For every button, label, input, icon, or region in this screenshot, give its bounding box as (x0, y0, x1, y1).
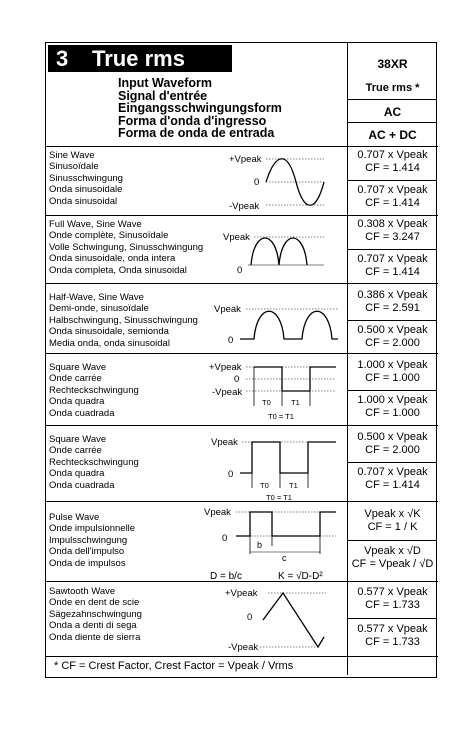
wave-label: 0 (228, 335, 234, 346)
waveform-line (240, 311, 338, 339)
input-waveform-labels (118, 77, 282, 140)
name-de: Rechteckschwingung (49, 456, 139, 468)
name-es: Onda cuadrada (49, 407, 115, 419)
wave-label: -Vpeak (228, 642, 259, 653)
name-it: Onda quadra (49, 396, 105, 408)
name-it: Onda quadra (49, 468, 105, 480)
input-label: Signal d'entrée (118, 88, 208, 103)
ac-reading: 0.707 x Vpeak CF = 1.414 (357, 149, 428, 174)
name-fr: Onde en dent de scie (49, 597, 140, 609)
wave-label: Vpeak (223, 232, 250, 243)
ac-reading: Vpeak x √K CF = 1 / K (364, 508, 421, 533)
acdc-reading: 0.707 x Vpeak CF = 1.414 (357, 466, 428, 491)
name-fr: Onde carrée (49, 445, 102, 457)
table-row (46, 354, 438, 426)
waveform-names (49, 362, 139, 419)
model-label: 38XR (377, 57, 408, 71)
name-de: Sägezahnschwingung (49, 608, 142, 620)
waveform-diagram (196, 147, 346, 215)
name-de: Volle Schwingung, Sinusschwingung (49, 241, 204, 253)
input-label: Eingangsschwingungsform (118, 101, 282, 116)
full-wave-graphic (196, 216, 346, 284)
ac-reading: 0.308 x Vpeak CF = 3.247 (357, 218, 428, 243)
sine-wave-graphic (196, 147, 346, 215)
wave-label: T0 = T1 (266, 493, 292, 502)
name-en: Pulse Wave (49, 512, 100, 523)
name-en: Square Wave (49, 362, 107, 373)
name-de: Halbschwingung, Sinusschwingung (49, 314, 198, 326)
waveform-line (236, 512, 336, 536)
name-it: Onda sinusoidale, semionda (49, 326, 169, 338)
name-de: Impulsschwingung (49, 534, 128, 546)
table-row (46, 284, 438, 354)
name-fr: Onde carrée (49, 373, 102, 385)
half-wave-graphic (196, 284, 346, 354)
wave-label: T1 (291, 398, 300, 407)
waveform-line (251, 238, 307, 265)
wave-label: T0 (260, 481, 269, 490)
ac-reading: 0.500 x Vpeak CF = 2.000 (357, 431, 428, 456)
name-es: Onda sinusoidal (49, 195, 118, 207)
table-header (46, 43, 438, 147)
wave-label: Vpeak (211, 437, 238, 448)
pulse-wave-graphic (196, 502, 346, 582)
name-fr: Onde complète, Sinusoïdale (49, 230, 169, 242)
name-es: Onda cuadrada (49, 479, 115, 491)
waveform-names (49, 150, 123, 207)
ac-reading: 0.386 x Vpeak CF = 2.591 (357, 289, 428, 314)
acdc-reading: Vpeak x √D CF = Vpeak / √D (351, 545, 434, 570)
name-it: Onda dell'impulso (49, 546, 125, 558)
name-de: Sinusschwingung (49, 172, 123, 184)
table-row (46, 426, 438, 502)
name-fr: Onde impulsionnelle (49, 523, 136, 535)
footnote: * CF = Crest Factor, Crest Factor = Vpeak / Vrms (54, 660, 294, 672)
wave-label: T0 (262, 398, 271, 407)
acdc-reading: 0.707 x Vpeak CF = 1.414 (357, 184, 428, 209)
name-es: Onda diente de sierra (49, 631, 141, 643)
waveform-names (49, 434, 139, 491)
acdc-reading: 0.577 x Vpeak CF = 1.733 (357, 623, 428, 648)
section-title: True rms (92, 46, 185, 71)
name-it: Onda a denti di sega (49, 620, 137, 632)
section-number: 3 (56, 46, 69, 71)
waveform-diagram (196, 502, 346, 582)
wave-label: T0 = T1 (268, 412, 294, 421)
table-row (46, 582, 438, 657)
name-en: Sine Wave (49, 150, 95, 161)
wave-label: +Vpeak (229, 154, 262, 165)
name-fr: Sinusoïdale (49, 161, 99, 173)
name-en: Full Wave, Sine Wave (49, 219, 142, 230)
wave-label: 0 (222, 533, 228, 544)
true-rms-table (45, 42, 437, 678)
divider (348, 99, 437, 100)
input-label: Forma de onda de entrada (118, 126, 275, 141)
waveform-diagram (196, 582, 346, 657)
waveform-names (49, 292, 198, 349)
wave-label: T1 (289, 481, 298, 490)
waveform-line (240, 442, 336, 473)
wave-label: Vpeak (204, 507, 231, 518)
unipolar-square-graphic (196, 426, 346, 502)
wave-label: +Vpeak (209, 362, 242, 373)
wave-label: c (282, 553, 287, 563)
waveform-diagram (196, 354, 346, 426)
wave-label: 0 (237, 265, 243, 276)
waveform-names (49, 586, 142, 643)
wave-label: Vpeak (214, 304, 241, 315)
acdc-column-label: AC + DC (368, 128, 417, 142)
wave-label: b (257, 540, 263, 550)
waveform-diagram (196, 216, 346, 284)
name-en: Square Wave (49, 434, 107, 445)
wave-label: 0 (228, 469, 234, 480)
formula: D = b/c (210, 571, 242, 582)
ac-column-label: AC (383, 105, 402, 119)
wave-label: -Vpeak (212, 387, 243, 398)
section-title-block (48, 45, 232, 72)
waveform-diagram (196, 284, 346, 354)
mode-label: True rms * (365, 82, 420, 94)
name-de: Rechteckschwingung (49, 384, 139, 396)
name-it: Onda sinusoidale (49, 184, 123, 196)
name-es: Onda de impulsos (49, 557, 126, 569)
waveform-names (49, 512, 135, 569)
ac-reading: 0.577 x Vpeak CF = 1.733 (357, 586, 428, 611)
divider (348, 122, 437, 123)
wave-label: -Vpeak (229, 201, 260, 212)
name-es: Onda completa, Onda sinusoidal (49, 264, 187, 276)
name-es: Media onda, onda sinusoidal (49, 337, 170, 349)
waveform-names (49, 219, 203, 276)
name-fr: Demi-onde, sinusoïdale (49, 303, 149, 315)
table-row (46, 216, 438, 284)
name-en: Sawtooth Wave (49, 586, 116, 597)
table-row (46, 147, 438, 216)
wave-label: +Vpeak (225, 588, 258, 599)
name-it: Onda sinusoidale, onda intera (49, 253, 176, 265)
input-label: Input Waveform (118, 76, 212, 90)
name-en: Half-Wave, Sine Wave (49, 292, 144, 303)
wave-label: 0 (247, 612, 253, 623)
sawtooth-wave-graphic (196, 582, 346, 657)
square-wave-graphic (196, 354, 346, 426)
acdc-reading: 0.500 x Vpeak CF = 2.000 (357, 324, 428, 349)
formula: K = √D-D² (278, 571, 323, 582)
waveform-diagram (196, 426, 346, 502)
ac-reading: 1.000 x Vpeak CF = 1.000 (357, 359, 428, 384)
input-label: Forma d'onda d'ingresso (118, 113, 267, 128)
acdc-reading: 1.000 x Vpeak CF = 1.000 (357, 394, 428, 419)
acdc-reading: 0.707 x Vpeak CF = 1.414 (357, 253, 428, 278)
table-row (46, 502, 438, 582)
wave-label: 0 (234, 374, 240, 385)
wave-label: 0 (254, 177, 260, 188)
waveform-line (263, 593, 324, 647)
